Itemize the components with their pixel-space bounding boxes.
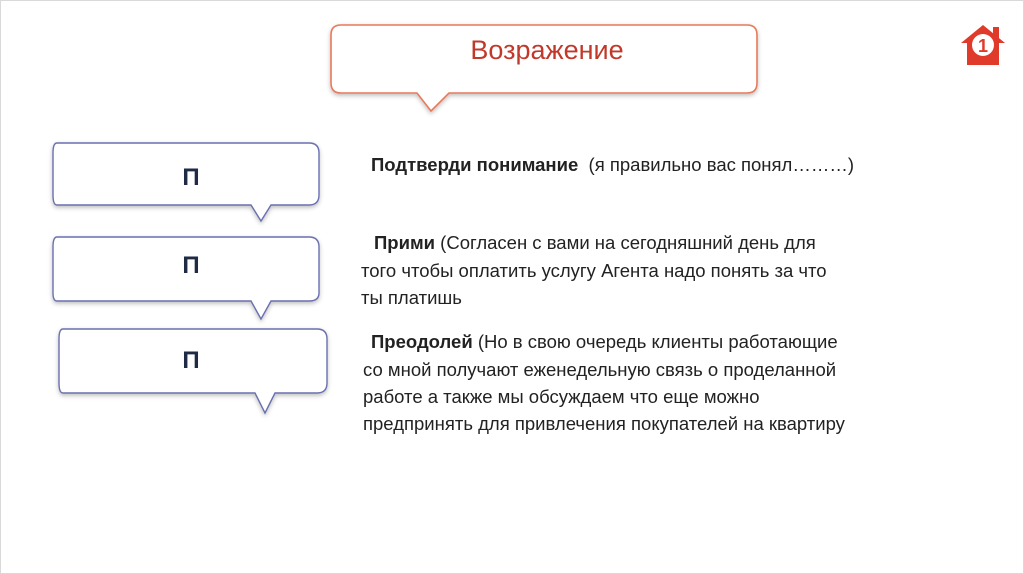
item-2-bold: Прими	[374, 232, 436, 253]
item-3-line-2: со мной получают еженедельную связь о проделанной	[363, 359, 837, 380]
item-2-line-3: ты платишь	[361, 287, 462, 308]
item-3-line-4: предпринять для привлечения покупателей на квартиру	[363, 413, 845, 434]
item-2-line-2: того чтобы оплатить услугу Агента надо понять за что	[361, 260, 827, 281]
item-3-line-3: работе а также мы обсуждаем что еще можно	[363, 386, 760, 407]
item-1-bold: Подтверди понимание	[371, 154, 579, 175]
step-letter-3: П	[182, 347, 200, 374]
item-2-text-1: (Согласен с вами на сегодняшний день для	[435, 232, 816, 253]
item-3-bold: Преодолей	[371, 331, 473, 352]
home-icon[interactable]	[959, 23, 1007, 67]
step-letter-1: П	[182, 164, 200, 191]
page-title: Возражение	[470, 35, 624, 65]
item-2-line-1	[374, 232, 816, 254]
item-1-text: (я правильно вас понял………)	[578, 154, 854, 175]
home-badge: 1	[977, 36, 989, 56]
item-3-text-1: (Но в свою очередь клиенты работающие	[472, 331, 838, 352]
item-1-line-1	[371, 154, 854, 176]
step-box-2	[47, 231, 327, 329]
step-letter-2: П	[182, 252, 200, 279]
item-3-line-1	[371, 331, 838, 353]
